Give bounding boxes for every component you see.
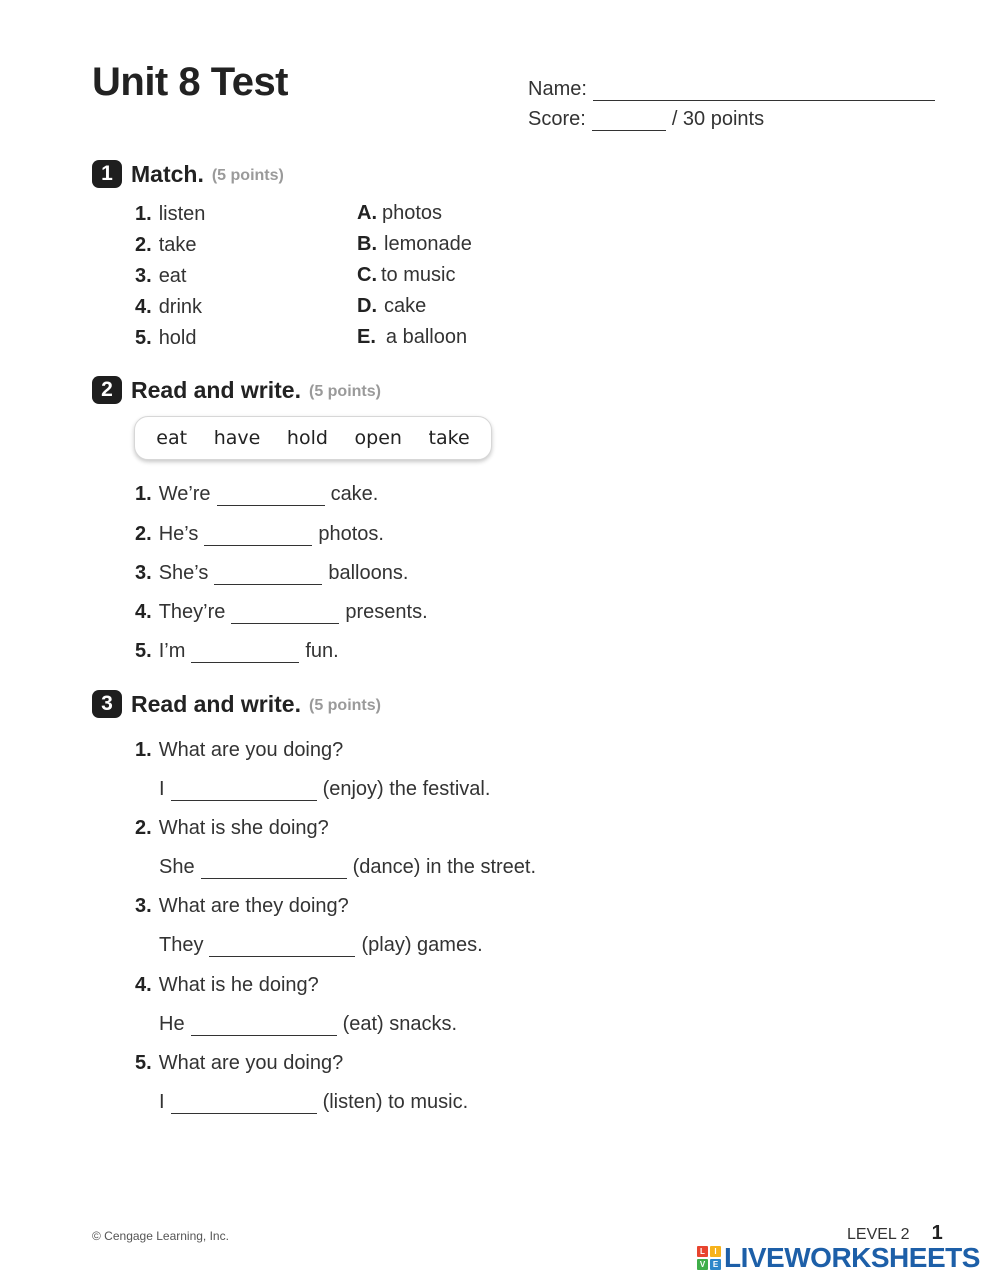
answer-rest: (play) games.: [361, 934, 483, 956]
section-2-header: [92, 376, 381, 404]
name-input-line[interactable]: [593, 83, 935, 101]
word-bank-item: take: [428, 427, 470, 449]
answer-line: [159, 856, 536, 879]
fill-in-item: [135, 483, 378, 506]
word-bank-item: open: [354, 427, 402, 449]
question-text: What are you doing?: [158, 739, 344, 761]
item-number: 3.: [135, 562, 152, 584]
fill-in-item: [135, 640, 339, 663]
item-before: I’m: [158, 640, 186, 662]
match-left-item[interactable]: [135, 203, 205, 226]
section-title: Read and write.: [131, 690, 301, 717]
item-letter: C.: [357, 264, 377, 286]
item-after: cake.: [330, 483, 379, 505]
question-text: What is he doing?: [158, 974, 319, 996]
item-number: 5.: [135, 1052, 152, 1074]
logo-block: E: [710, 1259, 721, 1270]
item-number: 5.: [135, 327, 152, 349]
answer-blank[interactable]: [171, 783, 317, 801]
item-number: 1.: [135, 739, 152, 761]
item-text: a balloon: [385, 326, 468, 348]
item-number: 4.: [135, 601, 152, 623]
match-right-item[interactable]: [357, 326, 467, 349]
item-before: We’re: [158, 483, 211, 505]
item-text: take: [158, 234, 197, 256]
item-text: lemonade: [384, 233, 472, 255]
item-text: drink: [158, 296, 203, 318]
item-letter: D.: [357, 295, 377, 317]
score-total: / 30 points: [671, 108, 765, 130]
item-before: She’s: [158, 562, 209, 584]
answer-blank[interactable]: [214, 567, 322, 585]
item-after: presents.: [345, 601, 428, 623]
answer-line: [159, 1013, 457, 1036]
section-points: (5 points): [308, 383, 381, 400]
answer-subject: I: [159, 778, 165, 800]
answer-blank[interactable]: [217, 488, 325, 506]
answer-blank[interactable]: [191, 1018, 337, 1036]
item-number: 3.: [135, 265, 152, 287]
logo-block: L: [697, 1246, 708, 1257]
section-number-badge: 3: [92, 690, 122, 718]
question-item: [135, 739, 343, 762]
answer-rest: (listen) to music.: [322, 1091, 469, 1113]
page-title: Unit 8 Test: [92, 60, 289, 104]
score-field-row: [528, 108, 764, 131]
answer-blank[interactable]: [209, 939, 355, 957]
section-title: Read and write.: [131, 376, 301, 403]
word-bank: [134, 416, 492, 460]
fill-in-item: [135, 562, 408, 585]
answer-rest: (enjoy) the festival.: [322, 778, 491, 800]
fill-in-item: [135, 601, 428, 624]
match-left-item[interactable]: [135, 327, 197, 350]
fill-in-item: [135, 523, 384, 546]
answer-subject: He: [159, 1013, 185, 1035]
word-bank-item: eat: [156, 427, 188, 449]
answer-subject: I: [159, 1091, 165, 1113]
item-number: 5.: [135, 640, 152, 662]
item-number: 2.: [135, 523, 152, 545]
item-letter: A.: [357, 202, 377, 224]
match-left-item[interactable]: [135, 234, 197, 257]
section-points: (5 points): [308, 697, 381, 714]
answer-rest: (dance) in the street.: [352, 856, 537, 878]
section-number-badge: 1: [92, 160, 122, 188]
answer-subject: She: [159, 856, 195, 878]
answer-blank[interactable]: [204, 528, 312, 546]
logo-block: I: [710, 1246, 721, 1257]
word-bank-item: have: [213, 427, 261, 449]
question-text: What are you doing?: [158, 1052, 344, 1074]
section-points: (5 points): [211, 167, 284, 184]
section-number-badge: 2: [92, 376, 122, 404]
name-label: Name:: [528, 78, 587, 100]
page-number: 1: [931, 1222, 943, 1244]
question-item: [135, 817, 329, 840]
item-text: hold: [158, 327, 197, 349]
liveworksheets-logo[interactable]: [697, 1242, 980, 1274]
item-letter: E.: [357, 326, 376, 348]
question-item: [135, 974, 319, 997]
answer-blank[interactable]: [171, 1096, 317, 1114]
item-before: They’re: [158, 601, 226, 623]
item-number: 4.: [135, 296, 152, 318]
section-title: Match.: [131, 160, 204, 187]
item-number: 2.: [135, 234, 152, 256]
score-label: Score:: [528, 108, 586, 130]
item-number: 1.: [135, 203, 152, 225]
question-text: What is she doing?: [158, 817, 329, 839]
item-after: fun.: [305, 640, 339, 662]
answer-line: [159, 1091, 468, 1114]
item-number: 2.: [135, 817, 152, 839]
question-item: [135, 1052, 343, 1075]
score-input-line[interactable]: [592, 113, 666, 131]
item-text: eat: [158, 265, 187, 287]
question-item: [135, 895, 349, 918]
item-number: 1.: [135, 483, 152, 505]
answer-line: [159, 934, 483, 957]
name-field-row: [528, 78, 941, 101]
item-after: balloons.: [328, 562, 409, 584]
answer-subject: They: [159, 934, 204, 956]
question-text: What are they doing?: [158, 895, 349, 917]
section-3-header: [92, 690, 381, 718]
section-1-header: [92, 160, 284, 188]
copyright-notice: © Cengage Learning, Inc.: [92, 1229, 229, 1243]
answer-rest: (eat) snacks.: [342, 1013, 458, 1035]
item-number: 4.: [135, 974, 152, 996]
match-left-item[interactable]: [135, 296, 202, 319]
item-letter: B.: [357, 233, 377, 255]
item-text: cake: [384, 295, 427, 317]
level-label: LEVEL 2: [847, 1226, 910, 1243]
match-right-item[interactable]: [357, 295, 426, 318]
match-right-item[interactable]: [357, 233, 472, 256]
item-text: to music: [381, 264, 456, 286]
item-text: photos: [382, 202, 443, 224]
answer-line: [159, 778, 490, 801]
logo-text: LIVEWORKSHEETS: [724, 1242, 980, 1273]
logo-block: V: [697, 1259, 708, 1270]
item-after: photos.: [318, 523, 384, 545]
answer-blank[interactable]: [191, 645, 299, 663]
match-left-item[interactable]: [135, 265, 187, 288]
logo-blocks-icon: [697, 1246, 721, 1270]
item-before: He’s: [158, 523, 199, 545]
match-right-item[interactable]: [357, 264, 455, 287]
word-bank-item: hold: [286, 427, 328, 449]
item-number: 3.: [135, 895, 152, 917]
item-text: listen: [158, 203, 206, 225]
match-right-item[interactable]: [357, 202, 442, 225]
answer-blank[interactable]: [231, 606, 339, 624]
answer-blank[interactable]: [201, 861, 347, 879]
